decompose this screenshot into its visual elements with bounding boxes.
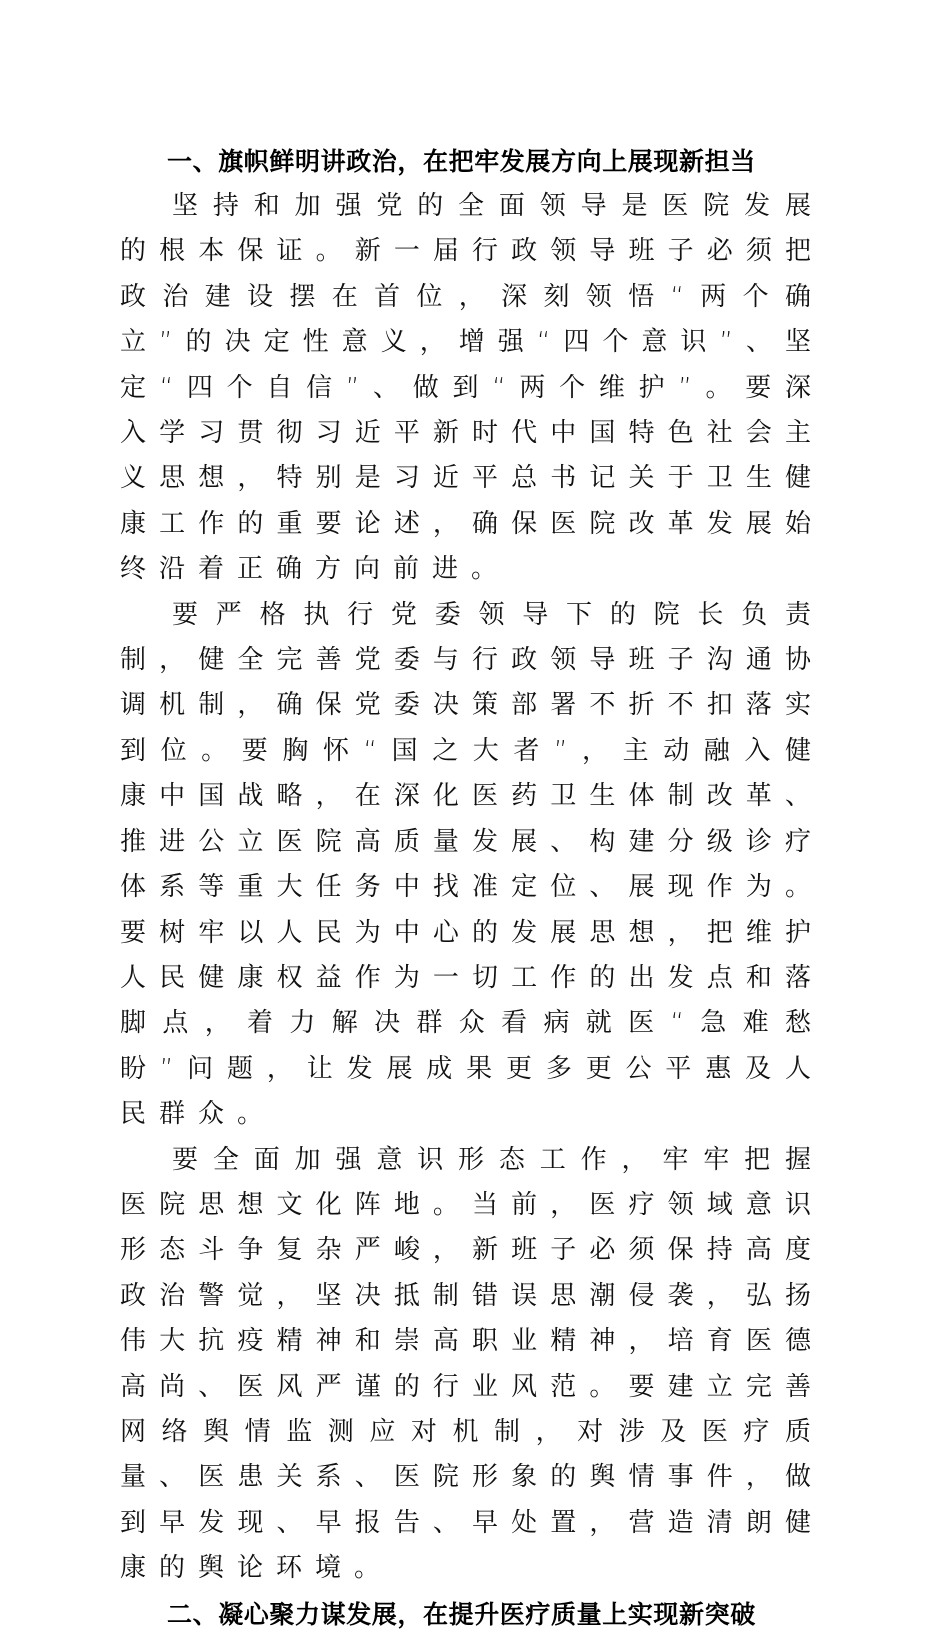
document-page bbox=[120, 139, 824, 1637]
paragraph-3: 要全面加强意识形态工作，牢牢把握医院思想文化阵地。当前，医疗领域意识形态斗争复杂严峻，新班子必须保持高度政治警觉，坚决抵制错误思潮侵袭，弘扬伟大抗疫精神和崇高职业精神，培育医德高尚、医风严谨的行业风范。要建立完善网络舆情监测应对机制，对涉及医疗质量、医患关系、医院形象的舆情事件，做到早发现、早报告、早处置，营造清朗健康的舆论环境。 bbox=[120, 1144, 824, 1584]
section-heading-1: 一、旗帜鲜明讲政治，在把牢发展方向上展现新担当 bbox=[167, 147, 756, 176]
section-heading-2: 二、凝心聚力谋发展，在提升医疗质量上实现新突破 bbox=[167, 1599, 756, 1629]
paragraph-2: 要严格执行党委领导下的院长负责制，健全完善党委与行政领导班子沟通协调机制，确保党委决策部署不折不扣落实到位。要胸怀“国之大者”，主动融入健康中国战略，在深化医药卫生体制改革、推进公立医院高质量发展、构建分级诊疗体系等重大任务中找准定位、展现作为。要树牢以人民为中心的发展思想，把维护人民健康权益作为一切工作的出发点和落脚点，着力解决群众看病就医“急难愁盼”问题，让发展成果更多更公平惠及人民群众。 bbox=[120, 599, 824, 1130]
paragraph-1: 坚持和加强党的全面领导是医院发展的根本保证。新一届行政领导班子必须把政治建设摆在首位，深刻领悟“两个确立”的决定性意义，增强“四个意识”、坚定“四个自信”、做到“两个维护”。要深入学习贯彻习近平新时代中国特色社会主义思想，特别是习近平总书记关于卫生健康工作的重要论述，确保医院改革发展始终沿着正确方向前进。 bbox=[120, 191, 824, 585]
